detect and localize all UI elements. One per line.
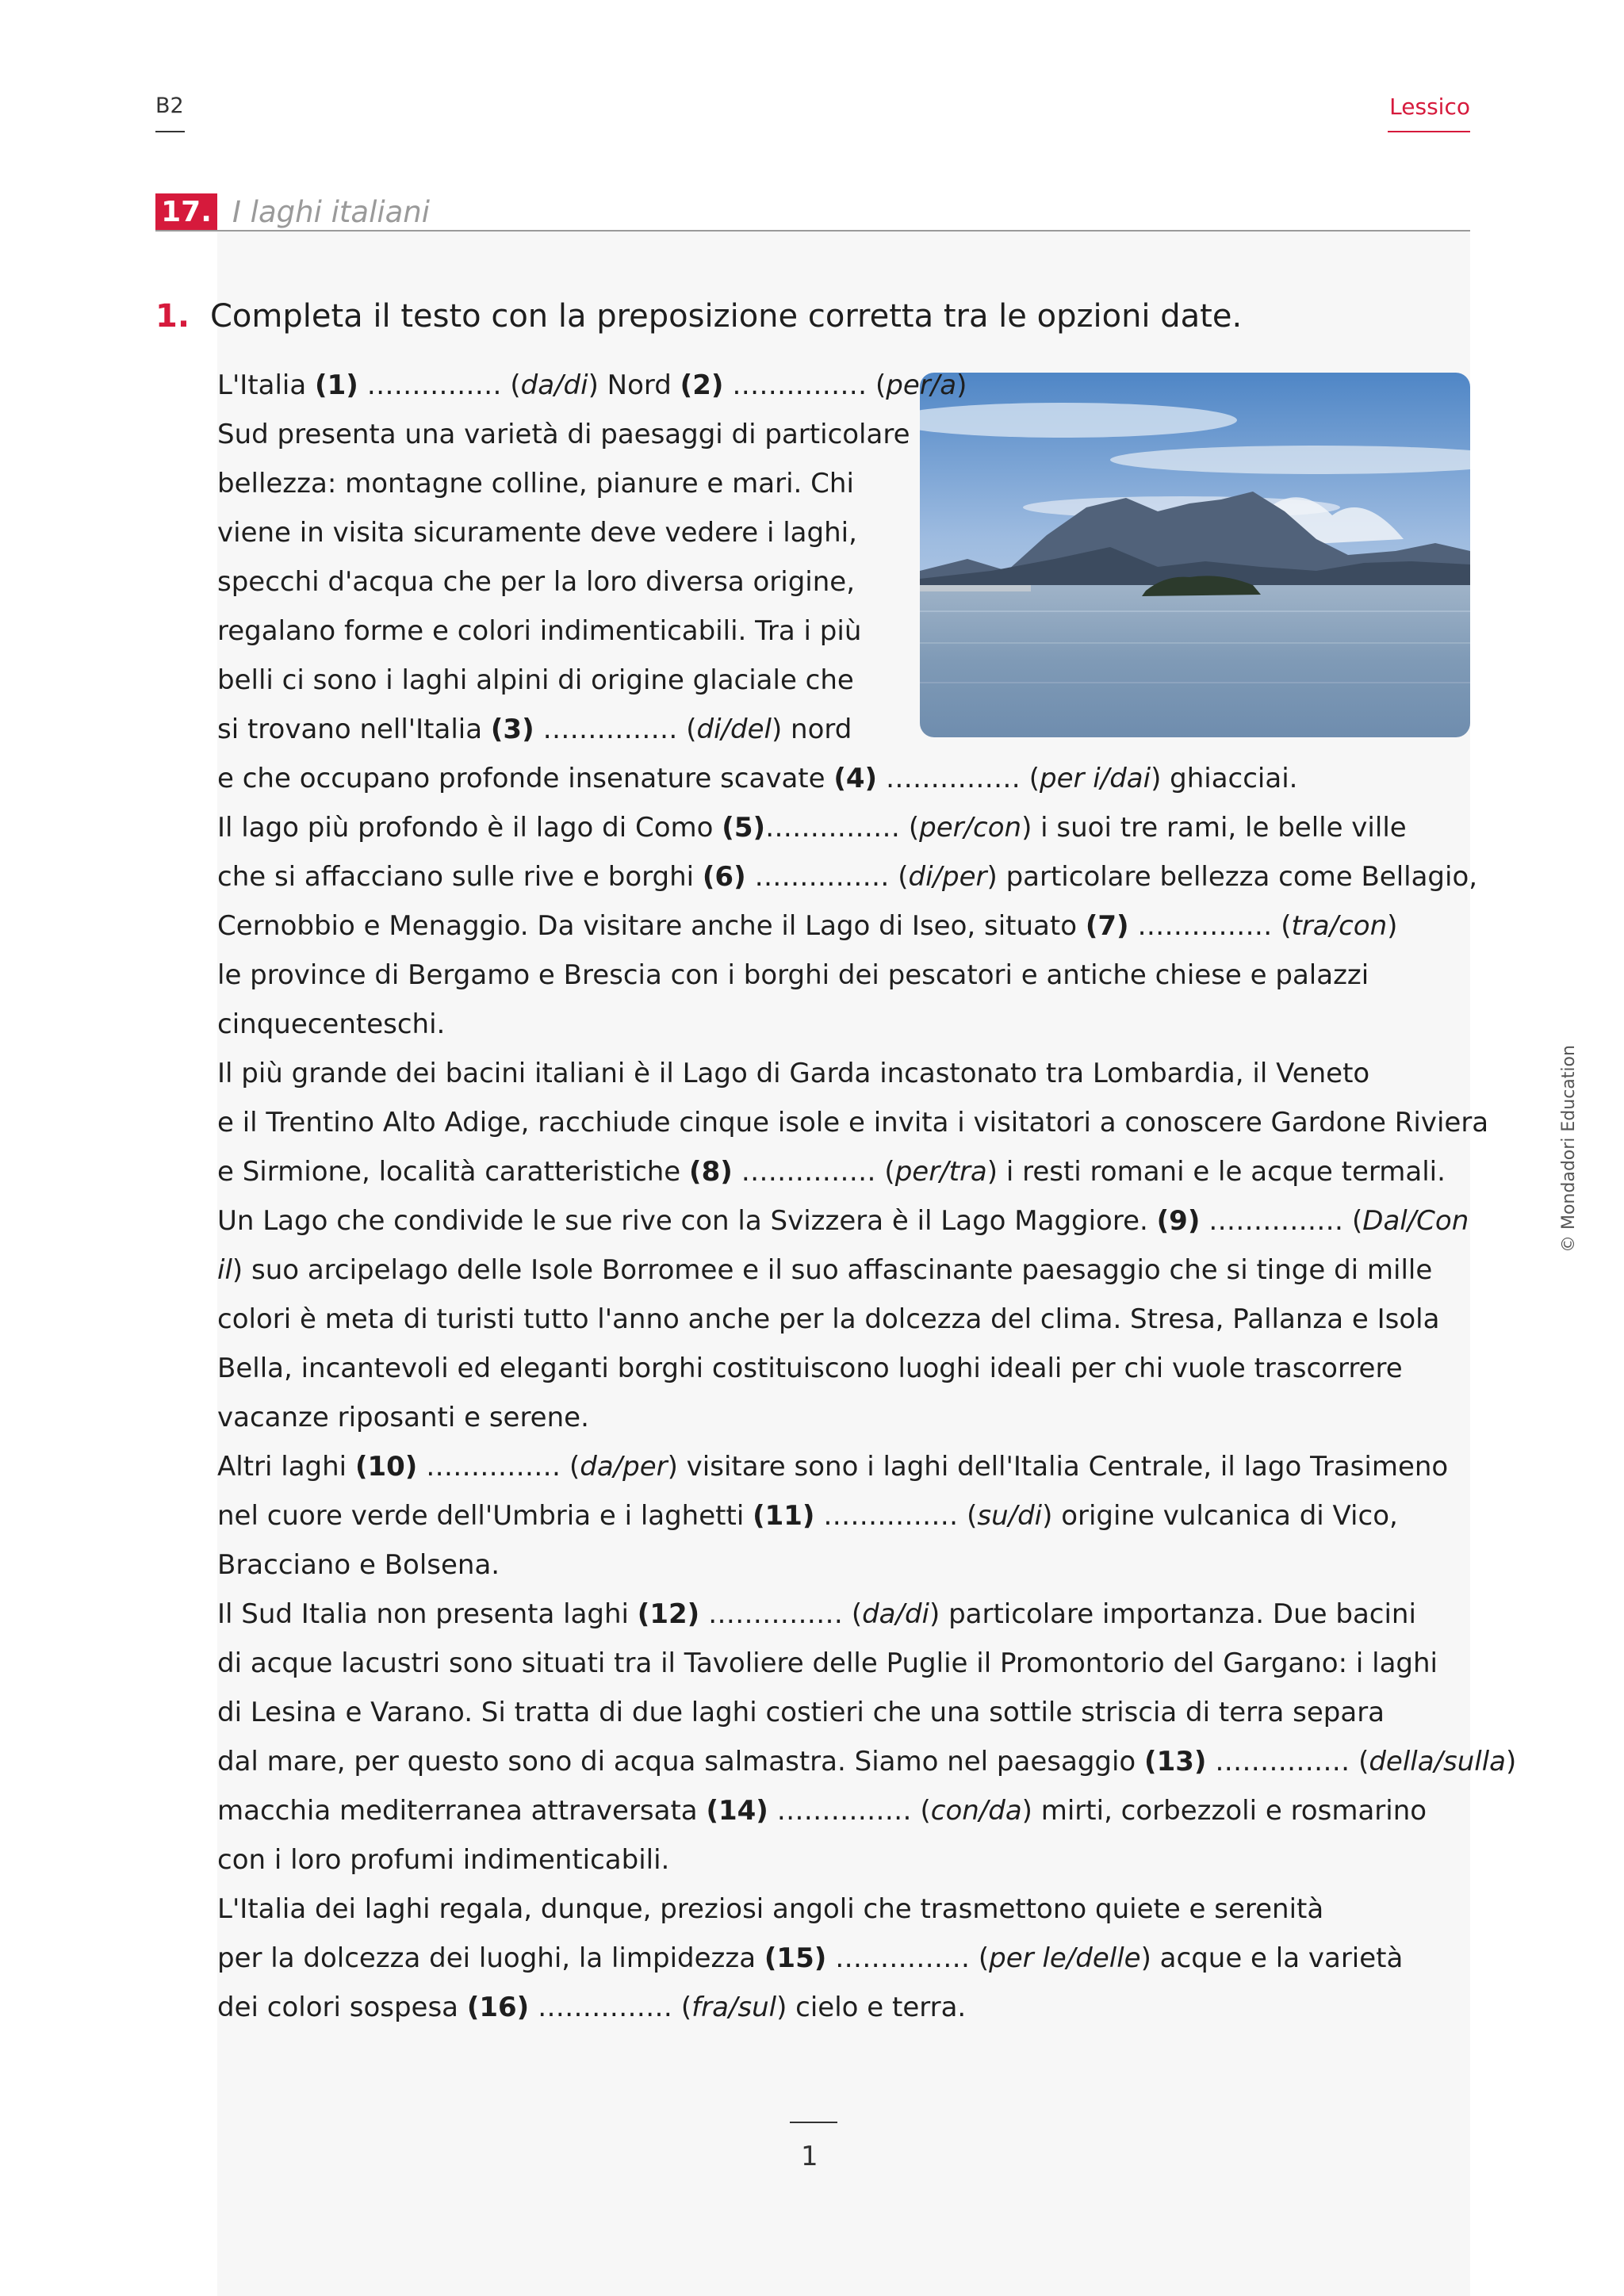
text-run: ) (1387, 910, 1398, 942)
text-run: …………… ( (814, 1500, 978, 1532)
text-run: ) i suoi tre rami, le belle ville (1021, 812, 1407, 844)
text-run: Il Sud Italia non presenta laghi (217, 1598, 638, 1630)
answer-options: della/sulla (1369, 1746, 1507, 1777)
answer-options: su/di (977, 1500, 1043, 1532)
answer-options: da/di (862, 1598, 929, 1630)
text-run: Cernobbio e Menaggio. Da visitare anche il Lago di Iseo, situato (217, 910, 1086, 942)
text-line (217, 1598, 1416, 1630)
answer-options: da/di (520, 369, 588, 401)
answer-options: per/tra (894, 1156, 987, 1188)
text-run: ) i resti romani e le acque termali. (986, 1156, 1446, 1188)
text-run: …………… ( (765, 812, 920, 844)
answer-options: di/per (908, 861, 987, 893)
text-line (217, 1549, 500, 1581)
text-run: …………… ( (745, 861, 909, 893)
answer-options: per/a (886, 369, 957, 401)
text-line (217, 910, 1397, 942)
blank-number: (4) (833, 763, 878, 794)
text-line (217, 615, 861, 647)
text-run: …………… ( (699, 1598, 863, 1630)
text-line (217, 468, 854, 499)
text-run: di acque lacustri sono situati tra il Tavoliere delle Puglie il Promontorio del Gargano: i laghi (217, 1647, 1438, 1679)
unit-number-badge: 17. (155, 193, 217, 232)
text-run: si trovano nell'Italia (217, 714, 491, 745)
lake-photo (920, 373, 1470, 737)
text-line (217, 812, 1407, 844)
text-run: cinquecenteschi. (217, 1008, 446, 1040)
text-line (217, 1746, 1516, 1777)
blank-number: (10) (354, 1451, 418, 1483)
text-run: e il Trentino Alto Adige, racchiude cinque isole e invita i visitatori a conoscere Gardone Riviera (217, 1107, 1489, 1138)
text-line (217, 1647, 1438, 1679)
text-run: le province di Bergamo e Brescia con i borghi dei pescatori e antiche chiese e palazzi (217, 959, 1369, 991)
text-run: L'Italia (217, 369, 316, 401)
text-line (217, 1697, 1385, 1728)
blank-number: (2) (680, 369, 724, 401)
unit-rule (155, 230, 1470, 232)
text-run: ) mirti, corbezzoli e rosmarino (1021, 1795, 1427, 1827)
text-run: ) suo arcipelago delle Isole Borromee e il suo affascinante paesaggio che si tinge di mille (232, 1254, 1433, 1286)
text-run: dal mare, per questo sono di acqua salmastra. Siamo nel paesaggio (217, 1746, 1145, 1777)
text-run: …………… ( (877, 763, 1040, 794)
text-run: ) nord (771, 714, 852, 745)
text-line (217, 1844, 669, 1876)
text-run: e che occupano profonde insenature scavate (217, 763, 834, 794)
text-run: …………… ( (529, 1992, 692, 2023)
text-run: colori è meta di turisti tutto l'anno anche per la dolcezza del clima. Stresa, Pallanza e Isola (217, 1303, 1440, 1335)
level-underline (155, 131, 185, 132)
text-line (217, 1205, 1469, 1237)
answer-options: per i/dai (1040, 763, 1151, 794)
text-line (217, 369, 967, 401)
text-line (217, 517, 857, 549)
text-line (217, 566, 855, 598)
text-line (217, 1353, 1403, 1384)
text-run: …………… ( (826, 1942, 990, 1974)
text-line (217, 664, 854, 696)
answer-options: tra/con (1291, 910, 1388, 942)
page-number: 1 (801, 2141, 818, 2172)
text-run: nel cuore verde dell'Umbria e i laghetti (217, 1500, 753, 1532)
blank-number: (12) (637, 1598, 700, 1630)
answer-options: Dal/Con (1362, 1205, 1469, 1237)
text-run: e Sirmione, località caratteristiche (217, 1156, 690, 1188)
section-label: Lessico (1389, 94, 1470, 120)
text-run: Bracciano e Bolsena. (217, 1549, 500, 1581)
text-run: …………… ( (1200, 1205, 1363, 1237)
exercise-instruction: Completa il testo con la preposizione corretta tra le opzioni date. (210, 298, 1243, 335)
text-run: ) (956, 369, 967, 401)
text-line (217, 1254, 1432, 1286)
text-line (217, 959, 1369, 991)
text-line (217, 1795, 1427, 1827)
text-run: regalano forme e colori indimenticabili. Tra i più (217, 615, 862, 647)
text-run: …………… ( (723, 369, 887, 401)
blank-number: (3) (490, 714, 534, 745)
text-run: di Lesina e Varano. Si tratta di due laghi costieri che una sottile striscia di terra separa (217, 1697, 1385, 1728)
unit-title: I laghi italiani (232, 195, 431, 229)
text-line (217, 861, 1477, 893)
text-run: specchi d'acqua che per la loro diversa origine, (217, 566, 855, 598)
section-underline (1388, 131, 1470, 132)
text-run: …………… ( (768, 1795, 931, 1827)
text-run: ) acque e la varietà (1140, 1942, 1404, 1974)
text-line (217, 1156, 1446, 1188)
text-run: ) (1506, 1746, 1517, 1777)
text-run: …………… ( (732, 1156, 895, 1188)
text-run: …………… ( (358, 369, 521, 401)
text-run: ) Nord (588, 369, 680, 401)
level-label: B2 (155, 94, 184, 118)
blank-number: (7) (1085, 910, 1129, 942)
text-run: vacanze riposanti e serene. (217, 1402, 589, 1433)
text-line (217, 1992, 966, 2023)
blank-number: (5) (722, 812, 766, 844)
text-run: Altri laghi (217, 1451, 355, 1483)
blank-number: (11) (753, 1500, 815, 1532)
blank-number: (13) (1144, 1746, 1207, 1777)
blank-number: (16) (466, 1992, 530, 2023)
text-line (217, 1893, 1323, 1925)
text-run: …………… ( (417, 1451, 580, 1483)
text-run: ) particolare importanza. Due bacini (929, 1598, 1416, 1630)
text-run: Il lago più profondo è il lago di Como (217, 812, 722, 844)
blank-number: (9) (1156, 1205, 1201, 1237)
text-line (217, 419, 910, 450)
text-run: che si affacciano sulle rive e borghi (217, 861, 703, 893)
blank-number: (1) (315, 369, 358, 401)
text-line (217, 714, 852, 745)
text-run: ) visitare sono i laghi dell'Italia Centrale, il lago Trasimeno (667, 1451, 1449, 1483)
blank-number: (15) (764, 1942, 827, 1974)
text-line (217, 1500, 1398, 1532)
lake-illustration (920, 373, 1470, 737)
text-line (217, 1451, 1448, 1483)
text-run: Il più grande dei bacini italiani è il Lago di Garda incastonato tra Lombardia, il Veneto (217, 1058, 1370, 1089)
text-line (217, 1303, 1439, 1335)
text-line (217, 1058, 1369, 1089)
text-line (217, 1942, 1403, 1974)
text-run: …………… ( (534, 714, 697, 745)
text-run: viene in visita sicuramente deve vedere i laghi, (217, 517, 857, 549)
answer-options: di/del (696, 714, 772, 745)
text-run: Sud presenta una varietà di paesaggi di particolare (217, 419, 910, 450)
text-run: belli ci sono i laghi alpini di origine glaciale che (217, 664, 854, 696)
text-run: ) ghiacciai. (1151, 763, 1298, 794)
footer-rule (790, 2122, 837, 2123)
answer-options: per/con (919, 812, 1022, 844)
text-line (217, 763, 1297, 794)
answer-options: per le/delle (989, 1942, 1141, 1974)
text-run: ) origine vulcanica di Vico, (1042, 1500, 1398, 1532)
exercise-number: 1. (155, 298, 190, 335)
text-run: dei colori sospesa (217, 1992, 467, 2023)
text-run: …………… ( (1128, 910, 1292, 942)
answer-options: da/per (580, 1451, 668, 1483)
text-run: Bella, incantevoli ed eleganti borghi costituiscono luoghi ideali per chi vuole trascorrere (217, 1353, 1403, 1384)
text-run: ) particolare bellezza come Bellagio, (986, 861, 1478, 893)
blank-number: (8) (689, 1156, 733, 1188)
text-run: …………… ( (1206, 1746, 1369, 1777)
text-run: ) cielo e terra. (776, 1992, 967, 2023)
answer-options: con/da (930, 1795, 1022, 1827)
text-run: bellezza: montagne colline, pianure e mari. Chi (217, 468, 854, 499)
copyright-notice: © Mondadori Education (1559, 1045, 1579, 1253)
blank-number: (6) (702, 861, 746, 893)
answer-options: fra/sul (691, 1992, 777, 2023)
answer-options: il (217, 1254, 232, 1286)
text-run: Un Lago che condivide le sue rive con la Svizzera è il Lago Maggiore. (217, 1205, 1157, 1237)
text-run: L'Italia dei laghi regala, dunque, preziosi angoli che trasmettono quiete e serenità (217, 1893, 1324, 1925)
text-run: macchia mediterranea attraversata (217, 1795, 707, 1827)
text-run: per la dolcezza dei luoghi, la limpidezza (217, 1942, 764, 1974)
text-run: con i loro profumi indimenticabili. (217, 1844, 670, 1876)
text-line (217, 1107, 1488, 1138)
text-line (217, 1402, 589, 1433)
blank-number: (14) (706, 1795, 768, 1827)
text-line (217, 1008, 445, 1040)
